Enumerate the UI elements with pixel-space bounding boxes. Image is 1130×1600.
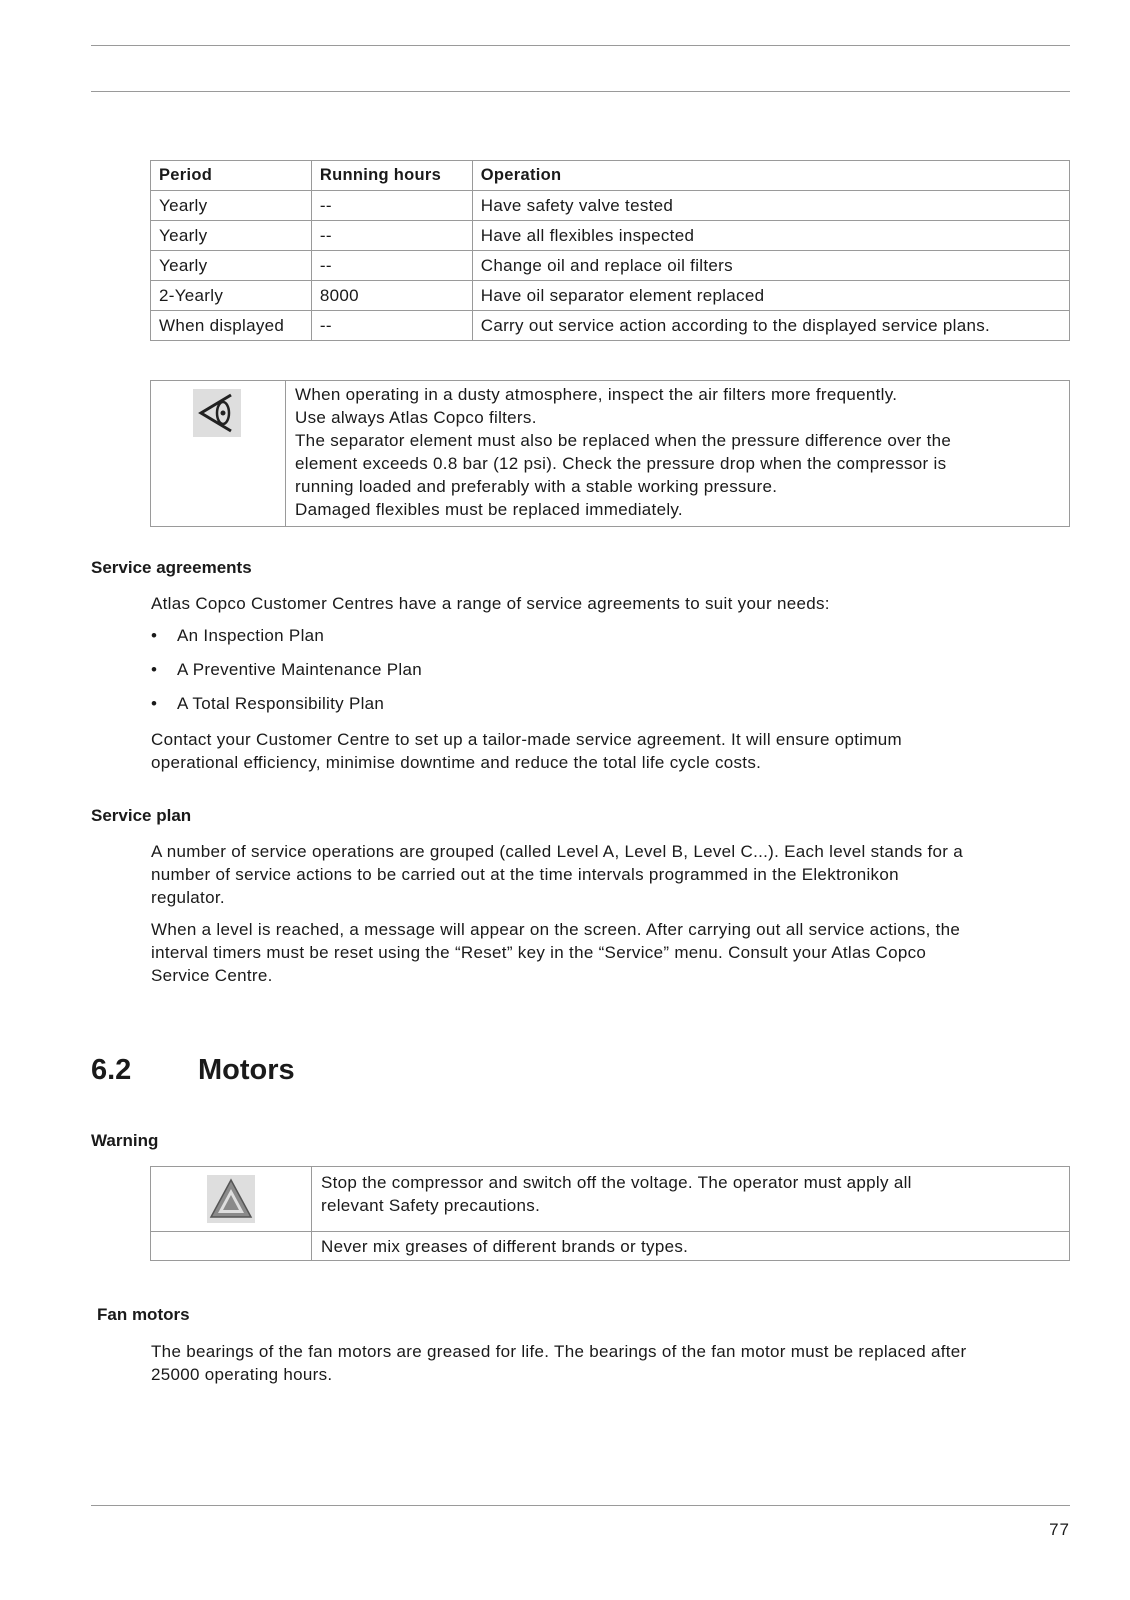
warning-text-row-2 bbox=[321, 1235, 1059, 1258]
table-row bbox=[151, 311, 1070, 341]
bullet-marker: • bbox=[151, 660, 158, 679]
operation-cell: Have all flexibles inspected bbox=[472, 221, 1069, 251]
warning-heading: Warning bbox=[91, 1131, 159, 1150]
operation-cell: Carry out service action according to the displayed service plans. bbox=[472, 311, 1069, 341]
paragraph-line: 25000 operating hours. bbox=[151, 1365, 333, 1384]
running-hours-cell: -- bbox=[311, 191, 472, 221]
paragraph-line: When a level is reached, a message will appear on the screen. After carrying out all service actions, the bbox=[151, 920, 961, 939]
service-agreements-heading: Service agreements bbox=[91, 558, 252, 577]
column-header: Running hours bbox=[311, 161, 472, 191]
operation-cell: Have safety valve tested bbox=[472, 191, 1069, 221]
operation-cell: Have oil separator element replaced bbox=[472, 281, 1069, 311]
warning-line: Stop the compressor and switch off the voltage. The operator must apply all bbox=[321, 1173, 912, 1192]
warning-text-row-1 bbox=[321, 1171, 1059, 1217]
table-row bbox=[151, 251, 1070, 281]
paragraph-line: Contact your Customer Centre to set up a tailor-made service agreement. It will ensure optimum bbox=[151, 730, 903, 749]
inspection-note-box bbox=[150, 380, 1070, 527]
column-header: Operation bbox=[472, 161, 1069, 191]
note-line: element exceeds 0.8 bar (12 psi). Check the pressure drop when the compressor is bbox=[295, 454, 947, 473]
operation-cell: Change oil and replace oil filters bbox=[472, 251, 1069, 281]
maintenance-schedule-table bbox=[150, 160, 1070, 341]
paragraph-line: Service Centre. bbox=[151, 966, 273, 985]
period-cell: Yearly bbox=[151, 221, 312, 251]
note-text bbox=[295, 383, 1059, 521]
period-cell: Yearly bbox=[151, 191, 312, 221]
list-item-text: A Preventive Maintenance Plan bbox=[177, 660, 422, 679]
bullet-marker: • bbox=[151, 694, 158, 713]
list-item bbox=[151, 660, 422, 680]
paragraph-line: number of service actions to be carried out at the time intervals programmed in the Elektronikon bbox=[151, 865, 899, 884]
period-cell: When displayed bbox=[151, 311, 312, 341]
table-row bbox=[151, 281, 1070, 311]
section-title: Motors bbox=[198, 1054, 295, 1086]
period-cell: Yearly bbox=[151, 251, 312, 281]
note-line: running loaded and preferably with a stable working pressure. bbox=[295, 477, 778, 496]
service-agreements-intro: Atlas Copco Customer Centres have a range of service agreements to suit your needs: bbox=[151, 594, 830, 613]
table-row bbox=[151, 191, 1070, 221]
service-plan-paragraph-2 bbox=[151, 918, 1071, 987]
paragraph-line: The bearings of the fan motors are greased for life. The bearings of the fan motor must be replaced after bbox=[151, 1342, 967, 1361]
section-number: 6.2 bbox=[91, 1054, 132, 1086]
fan-motors-heading: Fan motors bbox=[97, 1305, 190, 1324]
paragraph-line: operational efficiency, minimise downtime and reduce the total life cycle costs. bbox=[151, 753, 762, 772]
header-rule-top bbox=[91, 45, 1070, 46]
fan-motors-paragraph bbox=[151, 1340, 1071, 1386]
column-header: Period bbox=[151, 161, 312, 191]
service-agreements-outro bbox=[151, 728, 1071, 774]
running-hours-cell: -- bbox=[311, 221, 472, 251]
paragraph-line: A number of service operations are grouped (called Level A, Level B, Level C...). Each level stands for a bbox=[151, 842, 964, 861]
warning-row-divider bbox=[151, 1231, 1069, 1232]
running-hours-cell: 8000 bbox=[311, 281, 472, 311]
footer-rule bbox=[91, 1505, 1070, 1506]
header-rule-bottom bbox=[91, 91, 1070, 92]
warning-line: Never mix greases of different brands or types. bbox=[321, 1237, 689, 1256]
warning-line: relevant Safety precautions. bbox=[321, 1196, 541, 1215]
note-line: Use always Atlas Copco filters. bbox=[295, 408, 537, 427]
list-item bbox=[151, 694, 384, 714]
list-item-text: An Inspection Plan bbox=[177, 626, 325, 645]
paragraph-line: interval timers must be reset using the “Reset” key in the “Service” menu. Consult your Atlas Copco bbox=[151, 943, 927, 962]
table-row bbox=[151, 221, 1070, 251]
table-header-row bbox=[151, 161, 1070, 191]
period-cell: 2-Yearly bbox=[151, 281, 312, 311]
paragraph-line: regulator. bbox=[151, 888, 225, 907]
note-line: The separator element must also be replaced when the pressure difference over the bbox=[295, 431, 952, 450]
warning-triangle-icon bbox=[207, 1175, 255, 1223]
warning-box bbox=[150, 1166, 1070, 1261]
list-item-text: A Total Responsibility Plan bbox=[177, 694, 385, 713]
page-number: 77 bbox=[1049, 1520, 1070, 1539]
running-hours-cell: -- bbox=[311, 251, 472, 281]
running-hours-cell: -- bbox=[311, 311, 472, 341]
service-plan-paragraph-1 bbox=[151, 840, 1071, 909]
note-line: When operating in a dusty atmosphere, inspect the air filters more frequently. bbox=[295, 385, 898, 404]
bullet-marker: • bbox=[151, 626, 158, 645]
note-icon-cell bbox=[151, 381, 286, 526]
list-item bbox=[151, 626, 324, 646]
note-line: Damaged flexibles must be replaced immediately. bbox=[295, 500, 683, 519]
eye-icon bbox=[193, 389, 241, 437]
service-plan-heading: Service plan bbox=[91, 806, 192, 825]
